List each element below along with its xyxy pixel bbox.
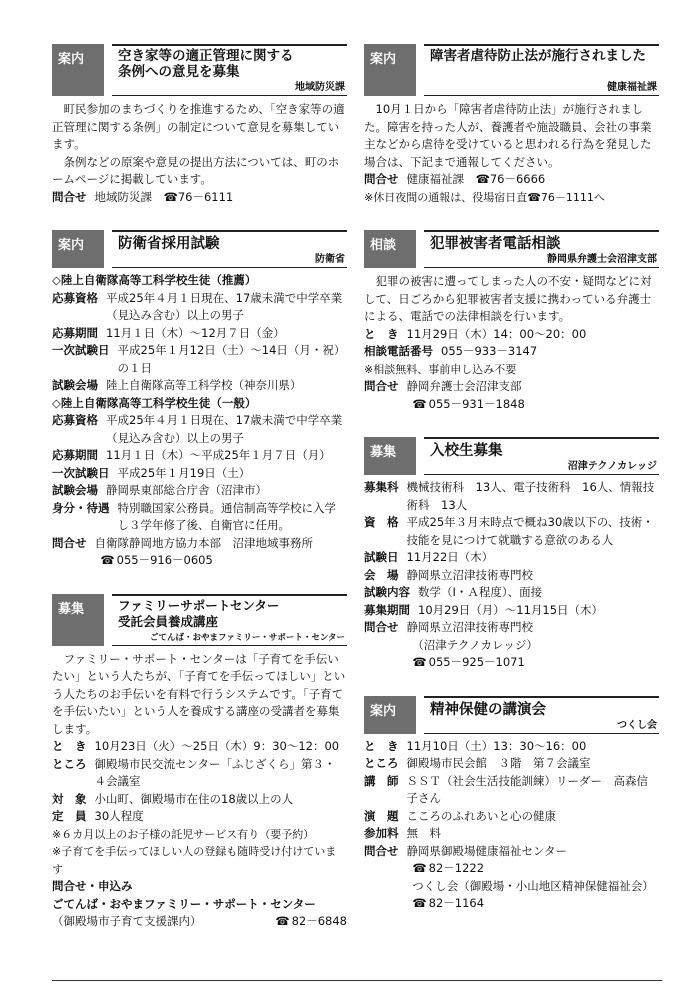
section-title: ファミリーサポートセンター 受託会員養成講座 bbox=[118, 597, 280, 629]
body-text: 10月１日から「障害者虐待防止法」が施行されました。障害を持った人が、養護者や施設職員、会社の事業主などから虐待を受けていると思われる行為を発見した場合は、下記まで通報してください。 bbox=[364, 102, 652, 169]
body-text: 犯罪の被害に遭ってしまった人の不安・疑問などに対して、日ごろから犯罪被害者支援に携わっている弁護士による、電話での法律相談を行います。 bbox=[364, 274, 652, 323]
section-title: 犯罪被害者電話相談 bbox=[430, 236, 561, 252]
section-title: 障害者虐待防止法が施行されました bbox=[430, 48, 646, 64]
subheading: ◇陸上自衛隊高等工科学校生徒（一般） bbox=[52, 395, 257, 410]
notice-crime-victim-consult: 相談 犯罪被害者電話相談 静岡県弁護士会沼津支部 犯罪の被害に遭ってしまった人の不安・疑問などに対して、日ごろから犯罪被害者支援に携わっている弁護士による、電話での法律相談を行います。 と き 11月29日（木）14：00～20：00 相談電話番号 055－933－3147 ※相談無料、事前申し込み不要 問合せ 静岡弁護士会沼津支部 ☎ 055－931－1848 bbox=[364, 230, 659, 413]
section-title: 空き家等の適正管理に関する 条例への意見を募集 bbox=[118, 48, 294, 80]
section-title: 精神保健の講演会 bbox=[430, 701, 546, 718]
phone-icon bbox=[412, 861, 428, 875]
category-badge: 案内 bbox=[364, 696, 416, 734]
notice-technical-college: 募集 入校生募集 沼津テクノカレッジ 募集科 機械技術科 13人、電子技術科 16人、情報技術科 13人 資 格 平成25年３月末時点で概ね30歳以下の、技術・技能を見につけて就職する意欲のある人 試験日 11月22日（木） 会 場 静岡県立沼津技術専門校 試験内容 数学（Ⅰ・Ａ程度）、面接 募集期間 10月29日（月）～11月15日（木） 問合せ 静岡県立沼津技術専門校 （沼津テクノカレッジ） ☎ 055－925－1071 bbox=[364, 437, 659, 672]
section-org: つくし会 bbox=[617, 719, 657, 731]
bottom-divider bbox=[52, 980, 662, 981]
phone-icon bbox=[275, 914, 291, 928]
section-header bbox=[364, 44, 659, 96]
section-org: 防衛省 bbox=[315, 254, 345, 265]
section-org: 静岡県弁護士会沼津支部 bbox=[547, 254, 657, 265]
section-org: 健康福祉課 bbox=[607, 82, 657, 93]
section-title: 入校生募集 bbox=[430, 443, 503, 459]
notice-defense-recruit: 案内 防衛省採用試験 防衛省 ◇陸上自衛隊高等工科学校生徒（推薦） 応募資格 平成25年４月１日現在、17歳未満で中学卒業（見込み含む）以上の男子 応募期間 11月１日（木）～12月７日（金） 一次試験日 平成25年１月12日（土）～14日（月・祝）の１日 試験会場 陸上自衛隊高等工科学校（神奈川県） ◇陸上自衛隊高等工科学校生徒（一般） 応募資格 平成25年４月１日現在、17歳未満で中学卒業（見込み含む）以上の男子 応募期間 11月１日（木）～平成25年１月７日（月） 一次試験日 平成25年１月19日（土） 試験会場 静岡県東部総合庁舎（沼津市） 身分・待遇 特別職国家公務員。通信制高等学校に入学し３学年修了後、自衛官に任用。 問合せ 自衛隊静岡地方協力本部 沼津地域事務所 ☎ 055－916－0605 bbox=[52, 230, 347, 570]
body-text: 条例などの原案や意見の提出方法については、町のホームページに掲載しています。 bbox=[52, 154, 340, 186]
notice-abuse-prevention: 案内 障害者虐待防止法が施行されました 健康福祉課 10月１日から「障害者虐待防止法」が施行されました。障害を持った人が、養護者や施設職員、会社の事業主などから虐待を受けていると思われる行為を発見した場合は、下記まで通報してください。 問合せ 健康福祉課 ☎76－6666 ※休日夜間の通報は、役場宿日直☎76－1111へ bbox=[364, 44, 659, 206]
section-header bbox=[52, 230, 347, 268]
phone-icon bbox=[412, 655, 428, 669]
section-header bbox=[364, 696, 659, 734]
phone-icon bbox=[412, 896, 428, 910]
subheading: ◇陸上自衛隊高等工科学校生徒（推薦） bbox=[52, 273, 257, 287]
section-org: 沼津テクノカレッジ bbox=[567, 461, 657, 472]
contact-row: 問合せ 地域防災課 ☎76－6111 bbox=[52, 189, 234, 204]
section-header bbox=[364, 230, 659, 268]
section-header bbox=[52, 44, 347, 96]
category-badge: 案内 bbox=[52, 230, 104, 268]
right-column bbox=[364, 44, 659, 937]
section-title: 防衛省採用試験 bbox=[118, 236, 220, 252]
phone-icon bbox=[100, 553, 116, 567]
left-column bbox=[52, 44, 347, 955]
notice-vacant-house-ordinance bbox=[52, 44, 347, 206]
category-badge: 案内 bbox=[364, 44, 416, 96]
section-header bbox=[364, 437, 659, 475]
category-badge: 相談 bbox=[364, 230, 416, 268]
section-org: ごてんば・おやまファミリー・サポート・センター bbox=[150, 632, 345, 643]
phone-icon bbox=[412, 397, 428, 411]
section-org: 地域防災課 bbox=[295, 82, 345, 93]
category-badge: 募集 bbox=[364, 437, 416, 475]
notice-mental-health-lecture: 案内 精神保健の講演会 つくし会 と き 11月10日（土）13：30～16：00 ところ 御殿場市民会館 ３階 第７会議室 講 師 ＳＳＴ（社会生活技能訓練）リーダー 高森信子さん 演 題 こころのふれあいと心の健康 参加料 無 料 問合せ 静岡県御殿場健康福祉センター ☎ 82－1222 つくし会（御殿場・小山地区精神保健福祉会） ☎ 82－1164 bbox=[364, 696, 659, 913]
notice-family-support: 募集 ファミリーサポートセンター 受託会員養成講座 ごてんば・おやまファミリー・サポート・センター ファミリー・サポート・センターは「子育てを手伝いたい」という人たちが、「子育てを手伝ってほしい」という人たちのお手伝いを有料で行うシステムです。「子育てを手伝いたい」という人を養成する講座の受講者を募集します。 と き 10月23日（火）～25日（木）9：30～12：00 ところ 御殿場市民交流センター「ふじざくら」第３・４会議室 対 象 小山町、御殿場市在住の18歳以上の人 定 員 30人程度 ※６カ月以上のお子様の託児サービス有り（要予約） ※子育てを手伝ってほしい人の登録も随時受け付けています 問合せ・申込み ごてんば・おやまファミリー・サポート・センター （御殿場市子育て支援課内） ☎ 82－6848 bbox=[52, 594, 347, 931]
category-badge: 募集 bbox=[52, 594, 104, 646]
section-header bbox=[52, 594, 347, 646]
category-badge: 案内 bbox=[52, 44, 104, 96]
body-text: 町民参加のまちづくりを推進するため、「空き家等の適正管理に関する条例」の制定について意見を募集しています。 bbox=[52, 102, 345, 151]
body-text: ファミリー・サポート・センターは「子育てを手伝いたい」という人たちが、「子育てを手伝ってほしい」という人たちのお手伝いを有料で行うシステムです。「子育てを手伝いたい」という人を養成する講座の受講者を募集します。 bbox=[52, 651, 346, 736]
